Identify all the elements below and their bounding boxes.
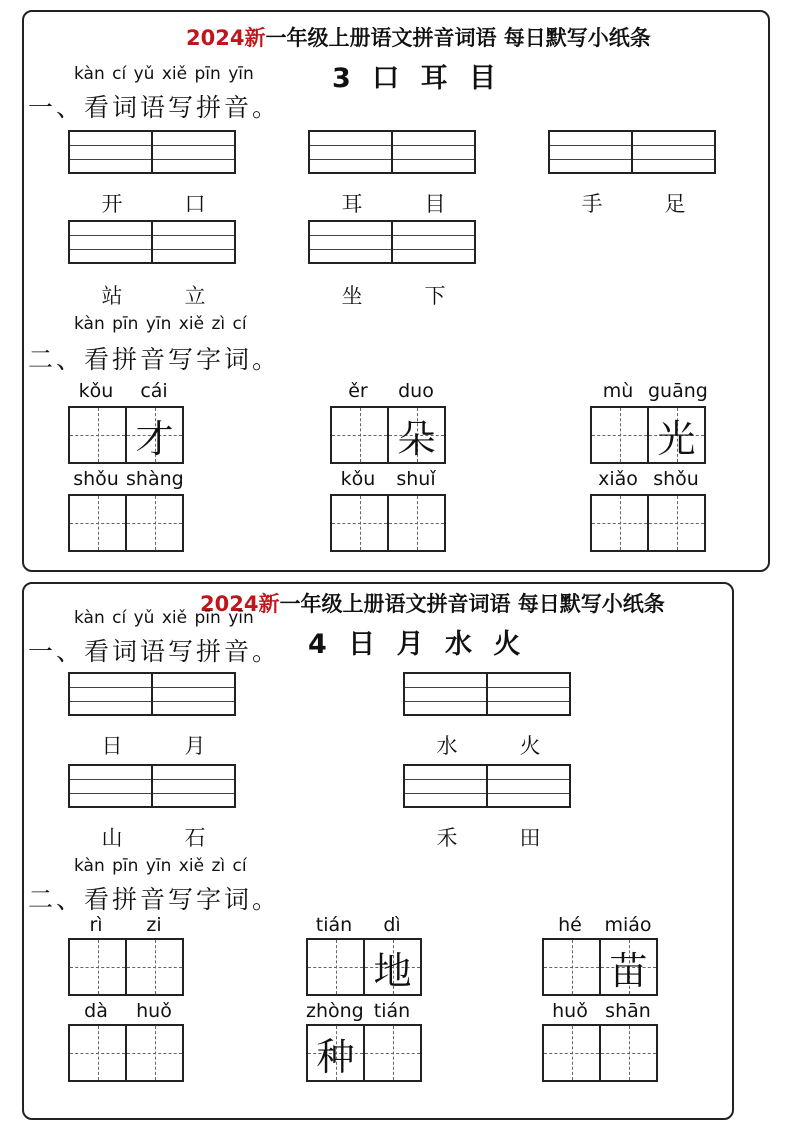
- pinyin-label: huǒ: [552, 1000, 588, 1022]
- character-grid[interactable]: [590, 494, 706, 552]
- pinyin-label: shuǐ: [396, 468, 436, 490]
- character-grid[interactable]: [330, 406, 446, 464]
- pinyin-writing-box[interactable]: [548, 130, 716, 174]
- section2-title: 二、看拼音写字词。: [28, 345, 281, 374]
- word-char: 坐: [341, 284, 363, 308]
- section1-pinyin: kàn cí yǔ xiě pīn yīn: [74, 608, 254, 628]
- word-char: 田: [519, 826, 541, 850]
- pinyin-label: cái: [140, 380, 168, 402]
- pinyin-label: guāng: [648, 380, 708, 402]
- word-char: 足: [664, 192, 686, 216]
- worksheet-card-lesson-3: [22, 10, 770, 572]
- pinyin-label: hé: [558, 914, 582, 936]
- pinyin-label: xiǎo: [598, 468, 638, 490]
- worksheet-card-lesson-4: [22, 582, 734, 1120]
- word-char: 水: [436, 734, 458, 758]
- grid-char: 才: [135, 416, 174, 461]
- character-grid[interactable]: [68, 1024, 184, 1082]
- pinyin-label: kǒu: [78, 380, 114, 402]
- pinyin-writing-box[interactable]: [68, 672, 236, 716]
- pinyin-label: shǒu: [653, 468, 699, 490]
- worksheet-header: 2024新一年级上册语文拼音词语 每日默写小纸条: [200, 592, 665, 616]
- word-char: 站: [101, 284, 123, 308]
- grid-char: 朵: [397, 416, 436, 461]
- word-char: 火: [519, 734, 541, 758]
- section2-title: 二、看拼音写字词。: [28, 885, 281, 914]
- word-char: 禾: [436, 826, 458, 850]
- pinyin-writing-box[interactable]: [68, 220, 236, 264]
- pinyin-label: rì: [89, 914, 103, 936]
- pinyin-label: tián: [315, 914, 353, 936]
- pinyin-label: kǒu: [340, 468, 376, 490]
- character-grid[interactable]: [68, 406, 184, 464]
- word-char: 山: [101, 826, 123, 850]
- section1-pinyin: kàn cí yǔ xiě pīn yīn: [74, 64, 254, 84]
- section1-title: 一、看词语写拼音。: [28, 637, 281, 666]
- pinyin-writing-box[interactable]: [68, 130, 236, 174]
- grid-char: 光: [657, 416, 696, 461]
- word-char: 月: [184, 734, 206, 758]
- character-grid[interactable]: [306, 938, 422, 996]
- pinyin-writing-box[interactable]: [308, 220, 476, 264]
- pinyin-label: miáo: [604, 914, 652, 936]
- section1-title: 一、看词语写拼音。: [28, 93, 281, 122]
- grid-char: 地: [373, 948, 412, 993]
- word-char: 开: [101, 192, 123, 216]
- word-char: 日: [101, 734, 123, 758]
- word-char: 手: [581, 192, 603, 216]
- pinyin-label: duo: [398, 380, 434, 402]
- pinyin-label: dì: [383, 914, 401, 936]
- pinyin-label: shān: [605, 1000, 651, 1022]
- worksheet-header: 2024新一年级上册语文拼音词语 每日默写小纸条: [186, 26, 651, 50]
- section2-pinyin: kàn pīn yīn xiě zì cí: [74, 314, 247, 334]
- pinyin-label: zhòng: [306, 1000, 364, 1022]
- lesson-title: 3 口 耳 目: [332, 63, 502, 94]
- pinyin-label: mù: [602, 380, 634, 402]
- word-char: 口: [184, 192, 206, 216]
- character-grid[interactable]: [590, 406, 706, 464]
- character-grid[interactable]: [68, 494, 184, 552]
- pinyin-label: huǒ: [136, 1000, 172, 1022]
- pinyin-writing-box[interactable]: [403, 764, 571, 808]
- grid-char: 苗: [609, 948, 648, 993]
- word-char: 石: [184, 826, 206, 850]
- character-grid[interactable]: [306, 1024, 422, 1082]
- lesson-title: 4 日 月 水 火: [308, 629, 527, 660]
- pinyin-label: shàng: [126, 468, 184, 490]
- pinyin-label: zi: [146, 914, 162, 936]
- character-grid[interactable]: [68, 938, 184, 996]
- character-grid[interactable]: [542, 938, 658, 996]
- pinyin-writing-box[interactable]: [68, 764, 236, 808]
- grid-char: 种: [316, 1034, 355, 1079]
- section2-pinyin: kàn pīn yīn xiě zì cí: [74, 856, 247, 876]
- word-char: 目: [424, 192, 446, 216]
- character-grid[interactable]: [330, 494, 446, 552]
- word-char: 下: [424, 284, 446, 308]
- character-grid[interactable]: [542, 1024, 658, 1082]
- pinyin-writing-box[interactable]: [308, 130, 476, 174]
- word-char: 耳: [341, 192, 363, 216]
- word-char: 立: [184, 284, 206, 308]
- pinyin-label: ěr: [348, 380, 368, 402]
- pinyin-label: tián: [373, 1000, 411, 1022]
- pinyin-label: shǒu: [73, 468, 119, 490]
- pinyin-writing-box[interactable]: [403, 672, 571, 716]
- pinyin-label: dà: [84, 1000, 108, 1022]
